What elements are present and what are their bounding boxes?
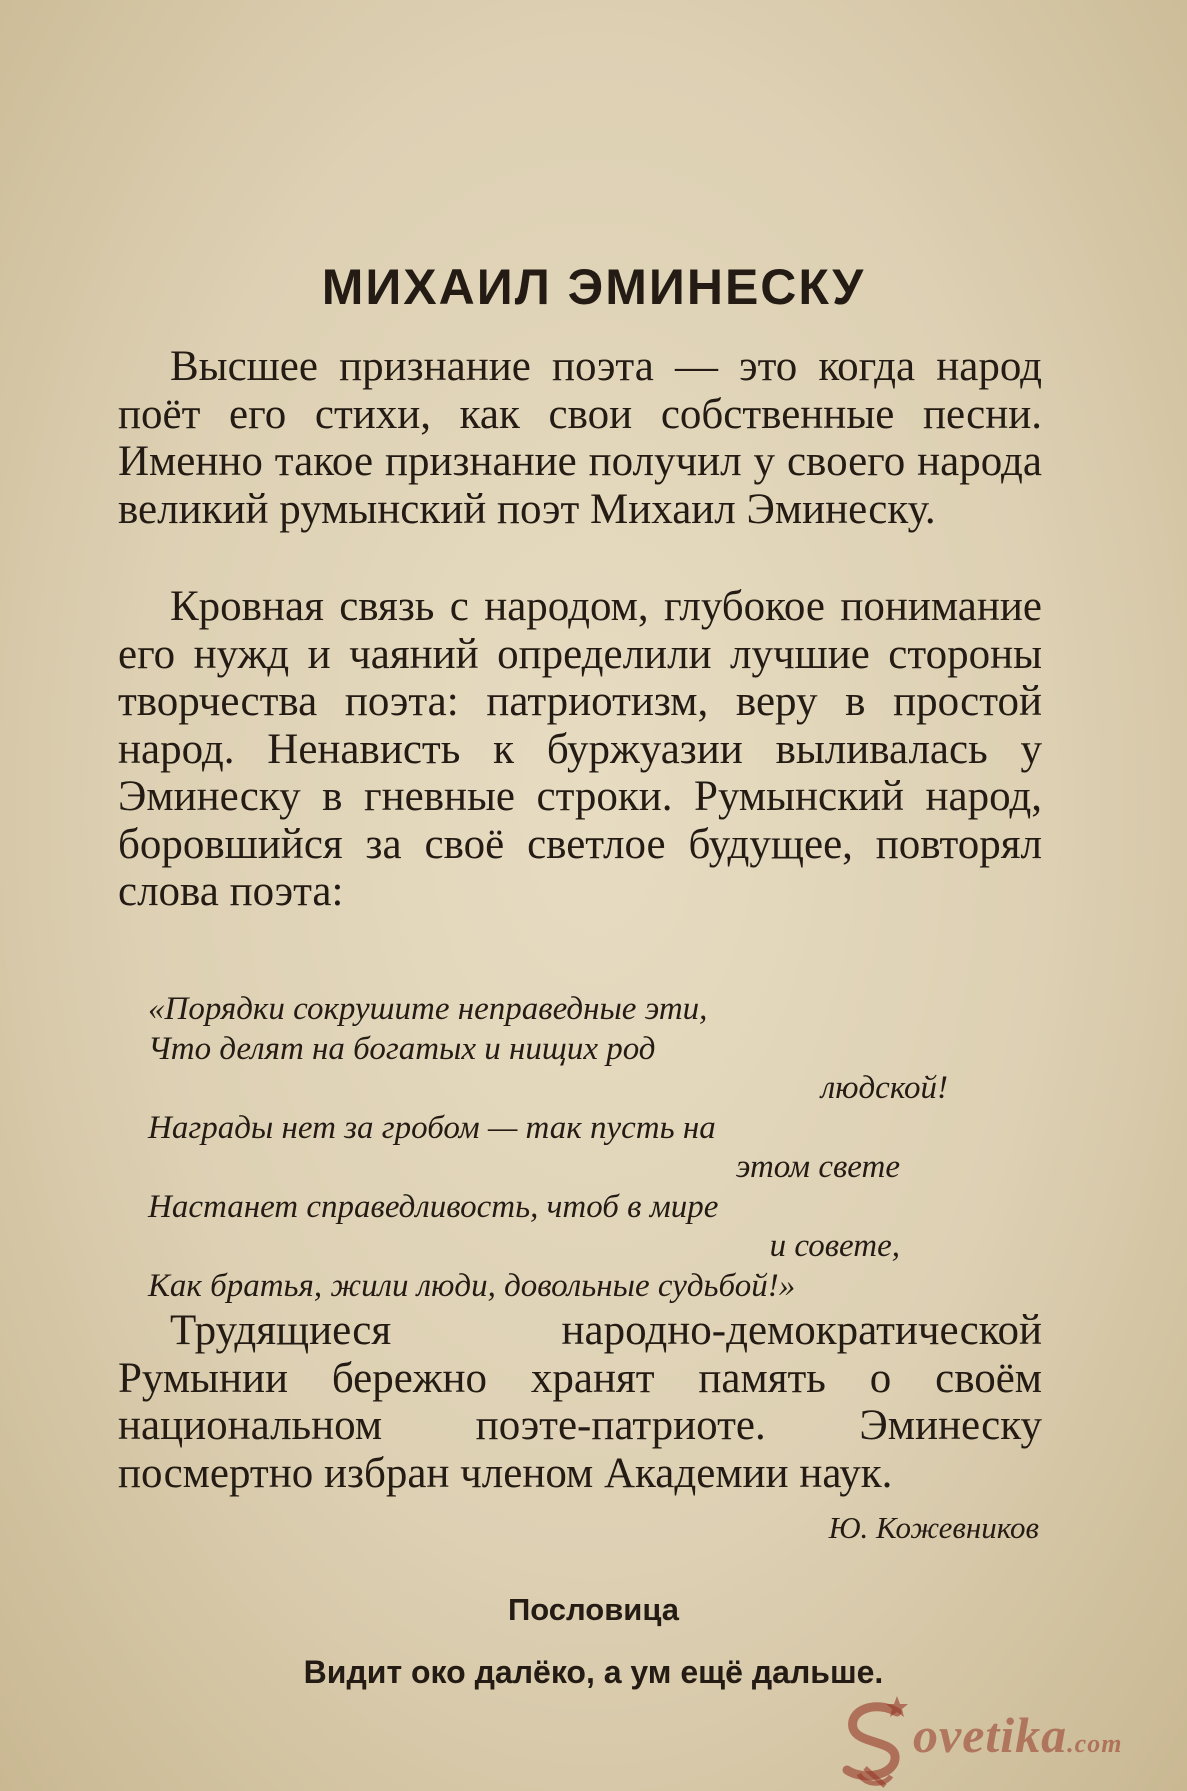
poem-line: и совете, xyxy=(769,1228,900,1264)
paragraph-text: Трудящиеся народно-демократической Румынии бережно хранят память о своём национальном поэте-патриоте. Эминеску посмертно избран членом Академии наук. xyxy=(118,1307,1042,1497)
poem-line: Награды нет за гробом — так пусть на xyxy=(148,1109,716,1146)
poem-line: Что делят на богатых и нищих род xyxy=(148,1030,656,1067)
poem-line: Как братья, жили люди, довольные судьбой!» xyxy=(148,1267,796,1304)
poem-quote xyxy=(148,990,1018,1306)
poem-line: «Порядки сокрушите неправедные эти, xyxy=(148,991,708,1027)
sovetika-watermark xyxy=(835,1690,1175,1790)
paragraph-text: Кровная связь с народом, глубокое понимание его нужд и чаяний определили лучшие стороны творчества поэта: патриотизм, веру в простой народ. Ненависть к буржуазии выливалась у Эминеску в гневные строки. Румынский народ, боровшийся за своё светлое будущее, повторял слова поэта: xyxy=(118,583,1042,915)
poem-line: людской! xyxy=(820,1070,948,1106)
paragraph-2 xyxy=(118,583,1042,916)
paragraph-3 xyxy=(118,1307,1042,1497)
poem-line: Настанет справедливость, чтоб в мире xyxy=(148,1188,719,1225)
watermark-text: ovetika.com xyxy=(913,1707,1123,1763)
hammer-sickle-s-icon xyxy=(835,1690,925,1790)
proverb-heading: Пословица xyxy=(507,1592,680,1627)
proverb-text: Видит око далёко, а ум ещё дальше. xyxy=(303,1654,884,1690)
paragraph-1 xyxy=(118,343,1042,533)
author-signature: Ю. Кожевников xyxy=(828,1510,1039,1545)
paragraph-text: Высшее признание поэта — это когда народ поёт его стихи, как свои собственные песни. Именно такое признание получил у своего народа великий румынский поэт Михаил Эминеску. xyxy=(118,343,1042,533)
page-title: МИХАИЛ ЭМИНЕСКУ xyxy=(321,259,866,315)
poem-line: этом свете xyxy=(735,1149,900,1185)
